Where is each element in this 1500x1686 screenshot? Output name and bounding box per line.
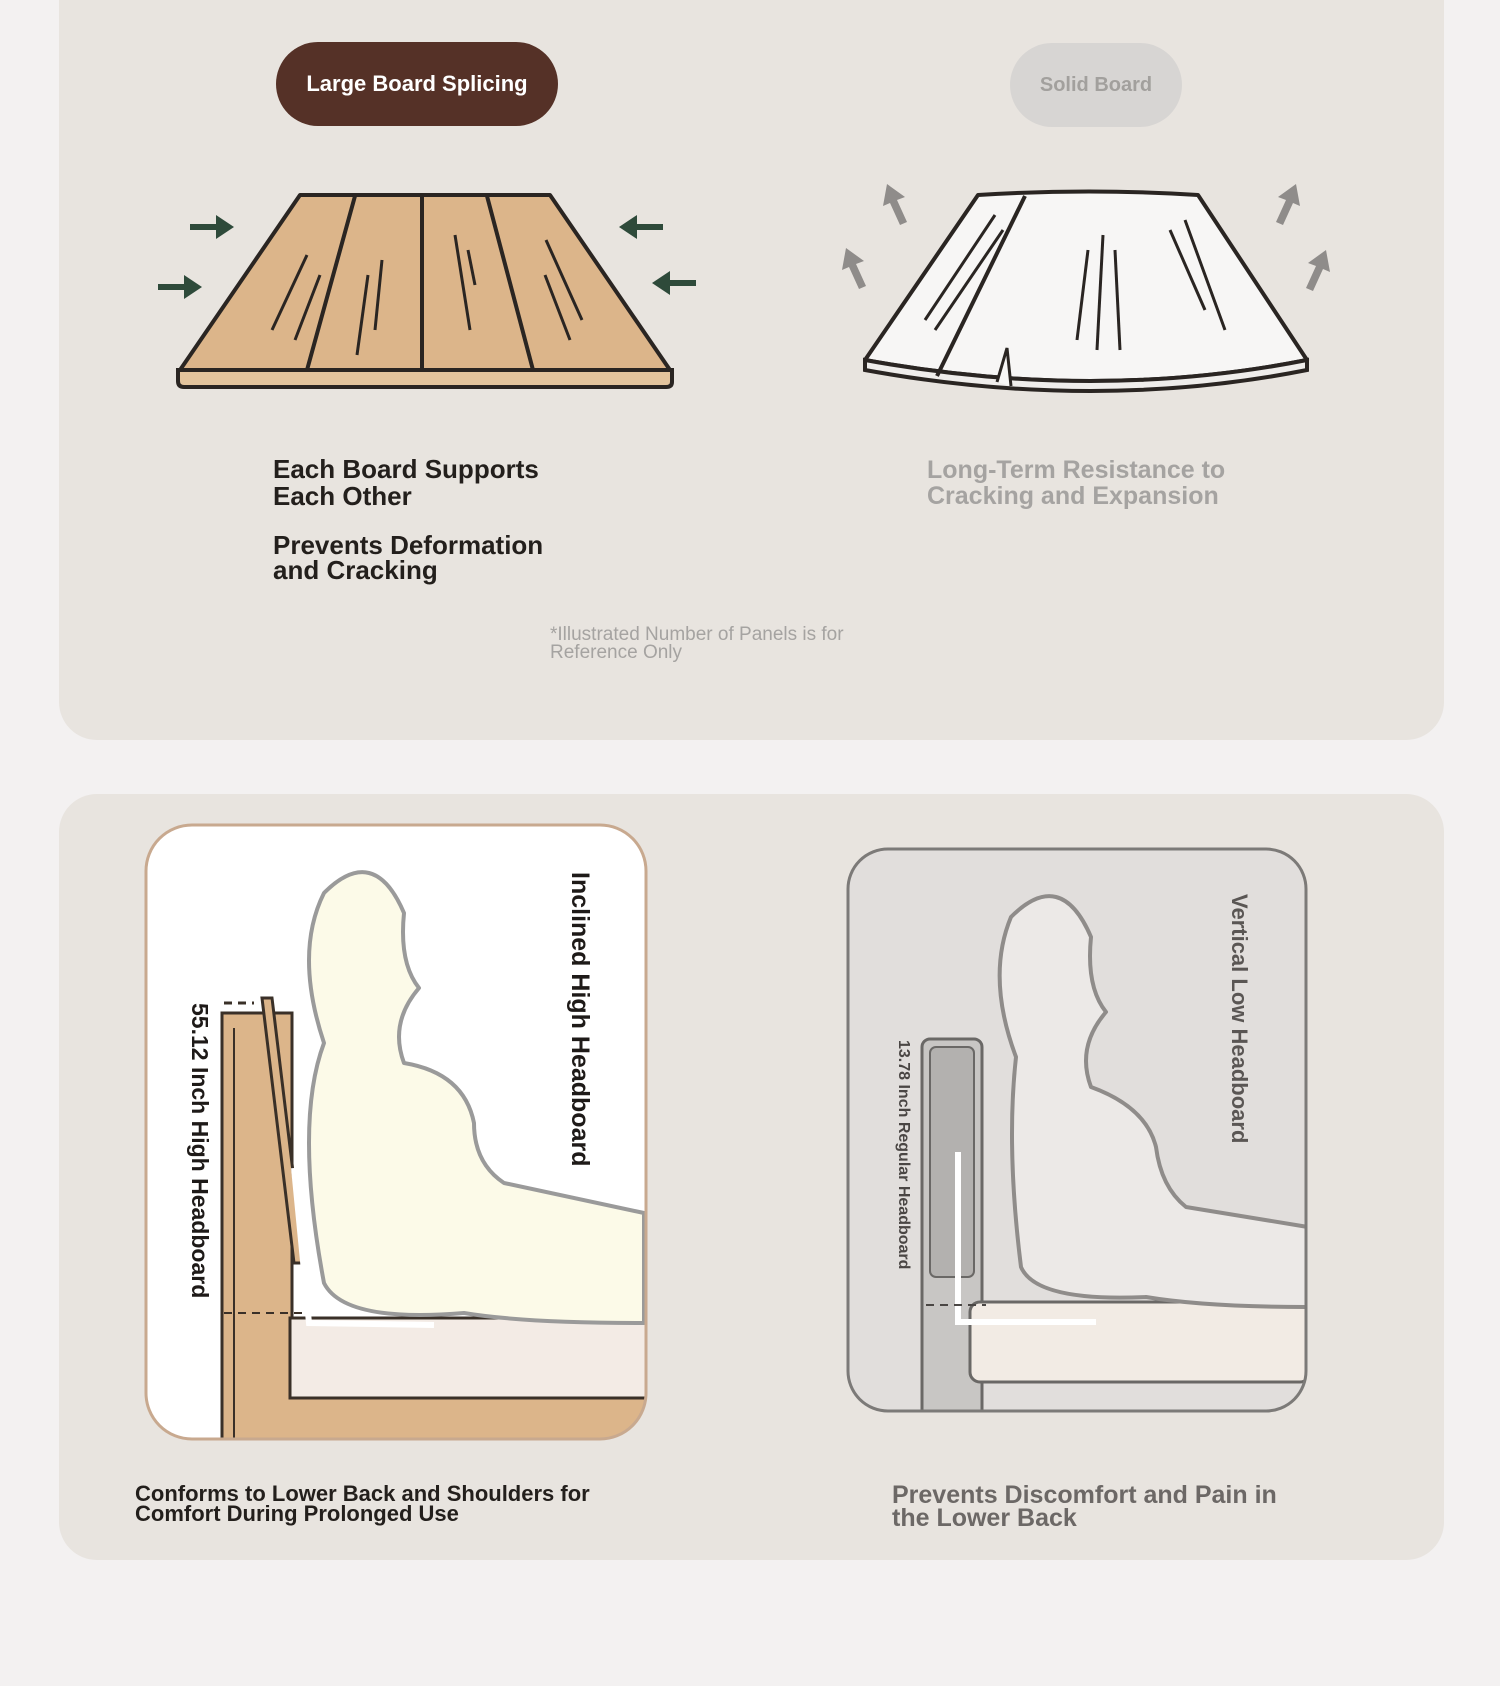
large-board-splicing-text: Large Board Splicing xyxy=(306,71,528,96)
reference-note: *Illustrated Number of Panels is for Reference Only xyxy=(550,624,844,664)
green-arrow-icon xyxy=(156,272,206,302)
grey-arrow-icon xyxy=(1296,248,1336,292)
green-arrow-icon xyxy=(648,268,698,298)
crack-resistance-text: Long-Term Resistance to Cracking and Expansion xyxy=(927,456,1226,511)
inclined-high-headboard-title: Inclined High Headboard xyxy=(566,872,594,1167)
board-support-text: Each Board Supports Each Other xyxy=(273,454,539,512)
grey-arrow-icon xyxy=(877,182,917,226)
grey-arrow-icon xyxy=(1266,182,1306,226)
large-board-splicing-label xyxy=(276,42,558,126)
vertical-low-headboard-title: Vertical Low Headboard xyxy=(1227,894,1252,1144)
prevent-discomfort-caption: Prevents Discomfort and Pain in the Lower Back xyxy=(892,1481,1277,1532)
green-arrow-icon xyxy=(188,212,238,242)
lower-back-comfort-caption: Conforms to Lower Back and Shoulders for Comfort During Prolonged Use xyxy=(135,1481,590,1527)
prevent-deformation-text: Prevents Deformation and Cracking xyxy=(273,530,544,585)
regular-headboard-measure: 13.78 Inch Regular Headboard xyxy=(895,1040,912,1270)
green-arrow-icon xyxy=(615,212,665,242)
grey-arrow-icon xyxy=(836,246,876,290)
solid-board-illustration xyxy=(855,180,1335,410)
solid-board-label xyxy=(1010,43,1182,127)
high-headboard-measure: 55.12 Inch High Headboard xyxy=(187,1003,213,1299)
solid-board-text: Solid Board xyxy=(1039,73,1153,96)
